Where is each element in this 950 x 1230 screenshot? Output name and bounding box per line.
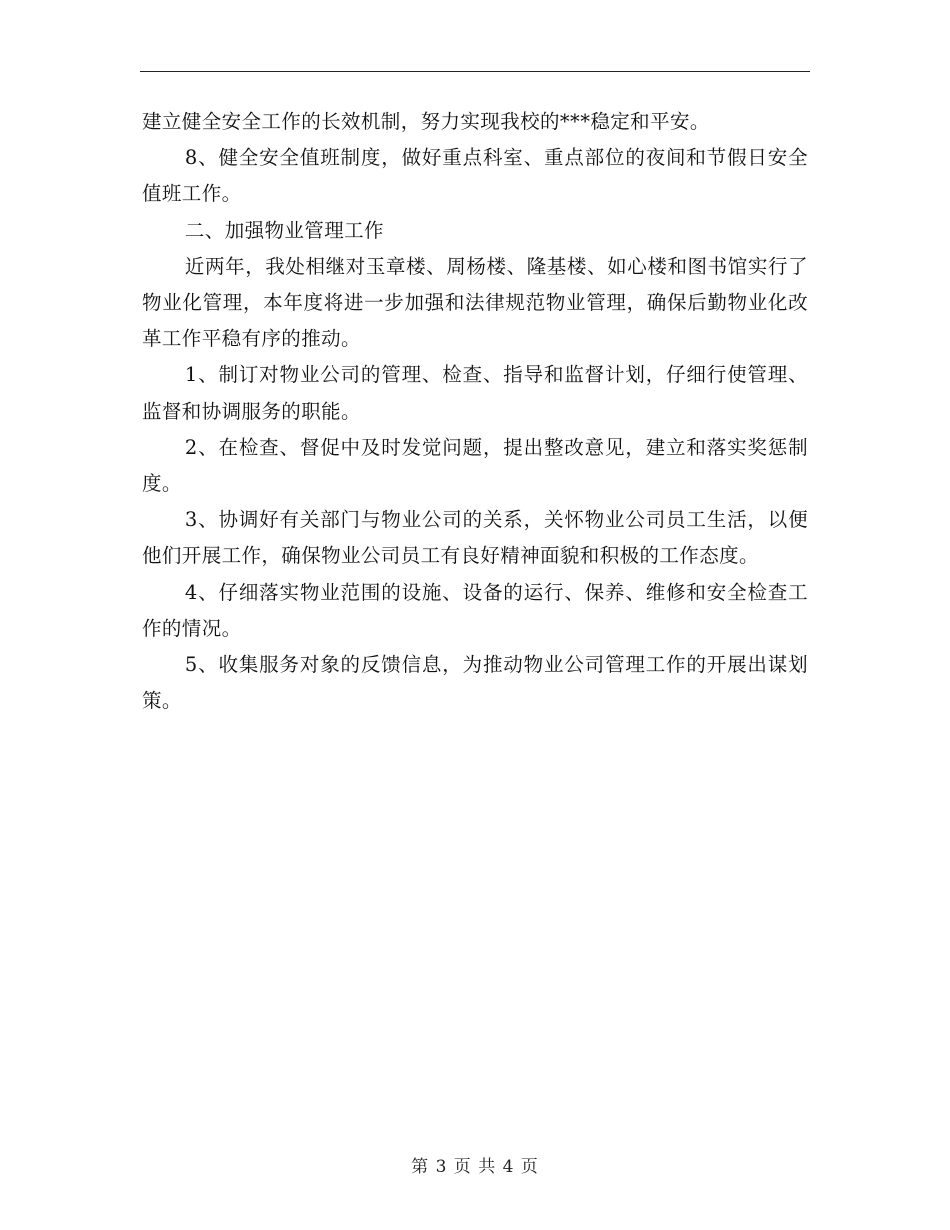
header-divider: [140, 71, 810, 72]
paragraph-item-4: 4、仔细落实物业范围的设施、设备的运行、保养、维修和安全检查工作的情况。: [142, 580, 808, 640]
section-heading: 二、加强物业管理工作: [184, 218, 384, 242]
paragraph-item-5: 5、收集服务对象的反馈信息，为推动物业公司管理工作的开展出谋划策。: [142, 653, 808, 713]
paragraph-intro: 近两年，我处相继对玉章楼、周杨楼、隆基楼、如心楼和图书馆实行了物业化管理，本年度将进一步加强和法律规范物业管理，确保后勤物业化改革工作平稳有序的推动。: [142, 254, 808, 351]
document-body: [142, 104, 808, 719]
page-number-footer: 第 3 页 共 4 页: [411, 1157, 539, 1177]
paragraph-item-2: 2、在检查、督促中及时发觉问题，提出整改意见，建立和落实奖惩制度。: [142, 435, 808, 496]
paragraph-item-8: 8、健全安全值班制度，做好重点科室、重点部位的夜间和节假日安全值班工作。: [142, 146, 808, 206]
paragraph-continuation: 建立健全安全工作的长效机制，努力实现我校的***稳定和平安。: [142, 110, 710, 133]
paragraph-item-3: 3、协调好有关部门与物业公司的关系，关怀物业公司员工生活，以便他们开展工作，确保物业公司员工有良好精神面貌和积极的工作态度。: [142, 508, 808, 568]
paragraph-item-1: 1、制订对物业公司的管理、检查、指导和监督计划，仔细行使管理、监督和协调服务的职能。: [142, 363, 808, 423]
